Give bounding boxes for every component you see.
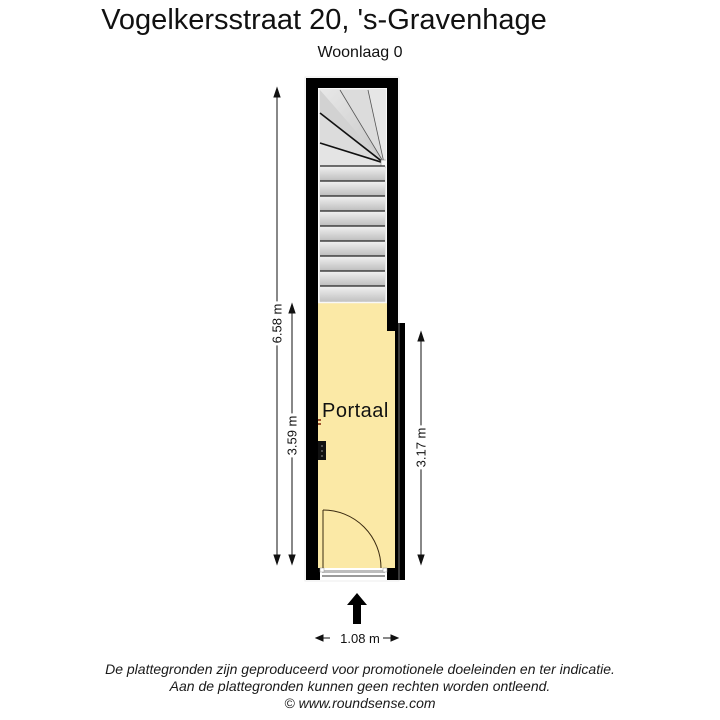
disclaimer-line-1: De plattegronden zijn geproduceerd voor promotionele doeleinden en ter indicatie. [105, 661, 615, 677]
dimension-portaal-left: 3.59 m [284, 415, 300, 456]
disclaimer-line-2: Aan de plattegronden kunnen geen rechten worden ontleend. [169, 678, 551, 694]
staircase [318, 88, 387, 303]
room-label-portaal: Portaal [322, 400, 389, 422]
meter-box [318, 441, 326, 460]
copyright-line: © www.roundsense.com [284, 695, 436, 711]
dimension-portaal-right: 3.17 m [413, 427, 429, 468]
door-threshold [320, 568, 387, 580]
entrance-arrow-icon [347, 593, 367, 624]
floor-text: Woonlaag 0 [317, 44, 403, 61]
stair-treads [320, 166, 385, 303]
address-text: Vogelkersstraat 20, 's-Gravenhage [101, 4, 547, 36]
disclaimer [0, 661, 720, 712]
dimension-total-length: 6.58 m [269, 303, 285, 344]
portaal-floor [318, 303, 387, 568]
dimension-width: 1.08 m [340, 631, 380, 646]
